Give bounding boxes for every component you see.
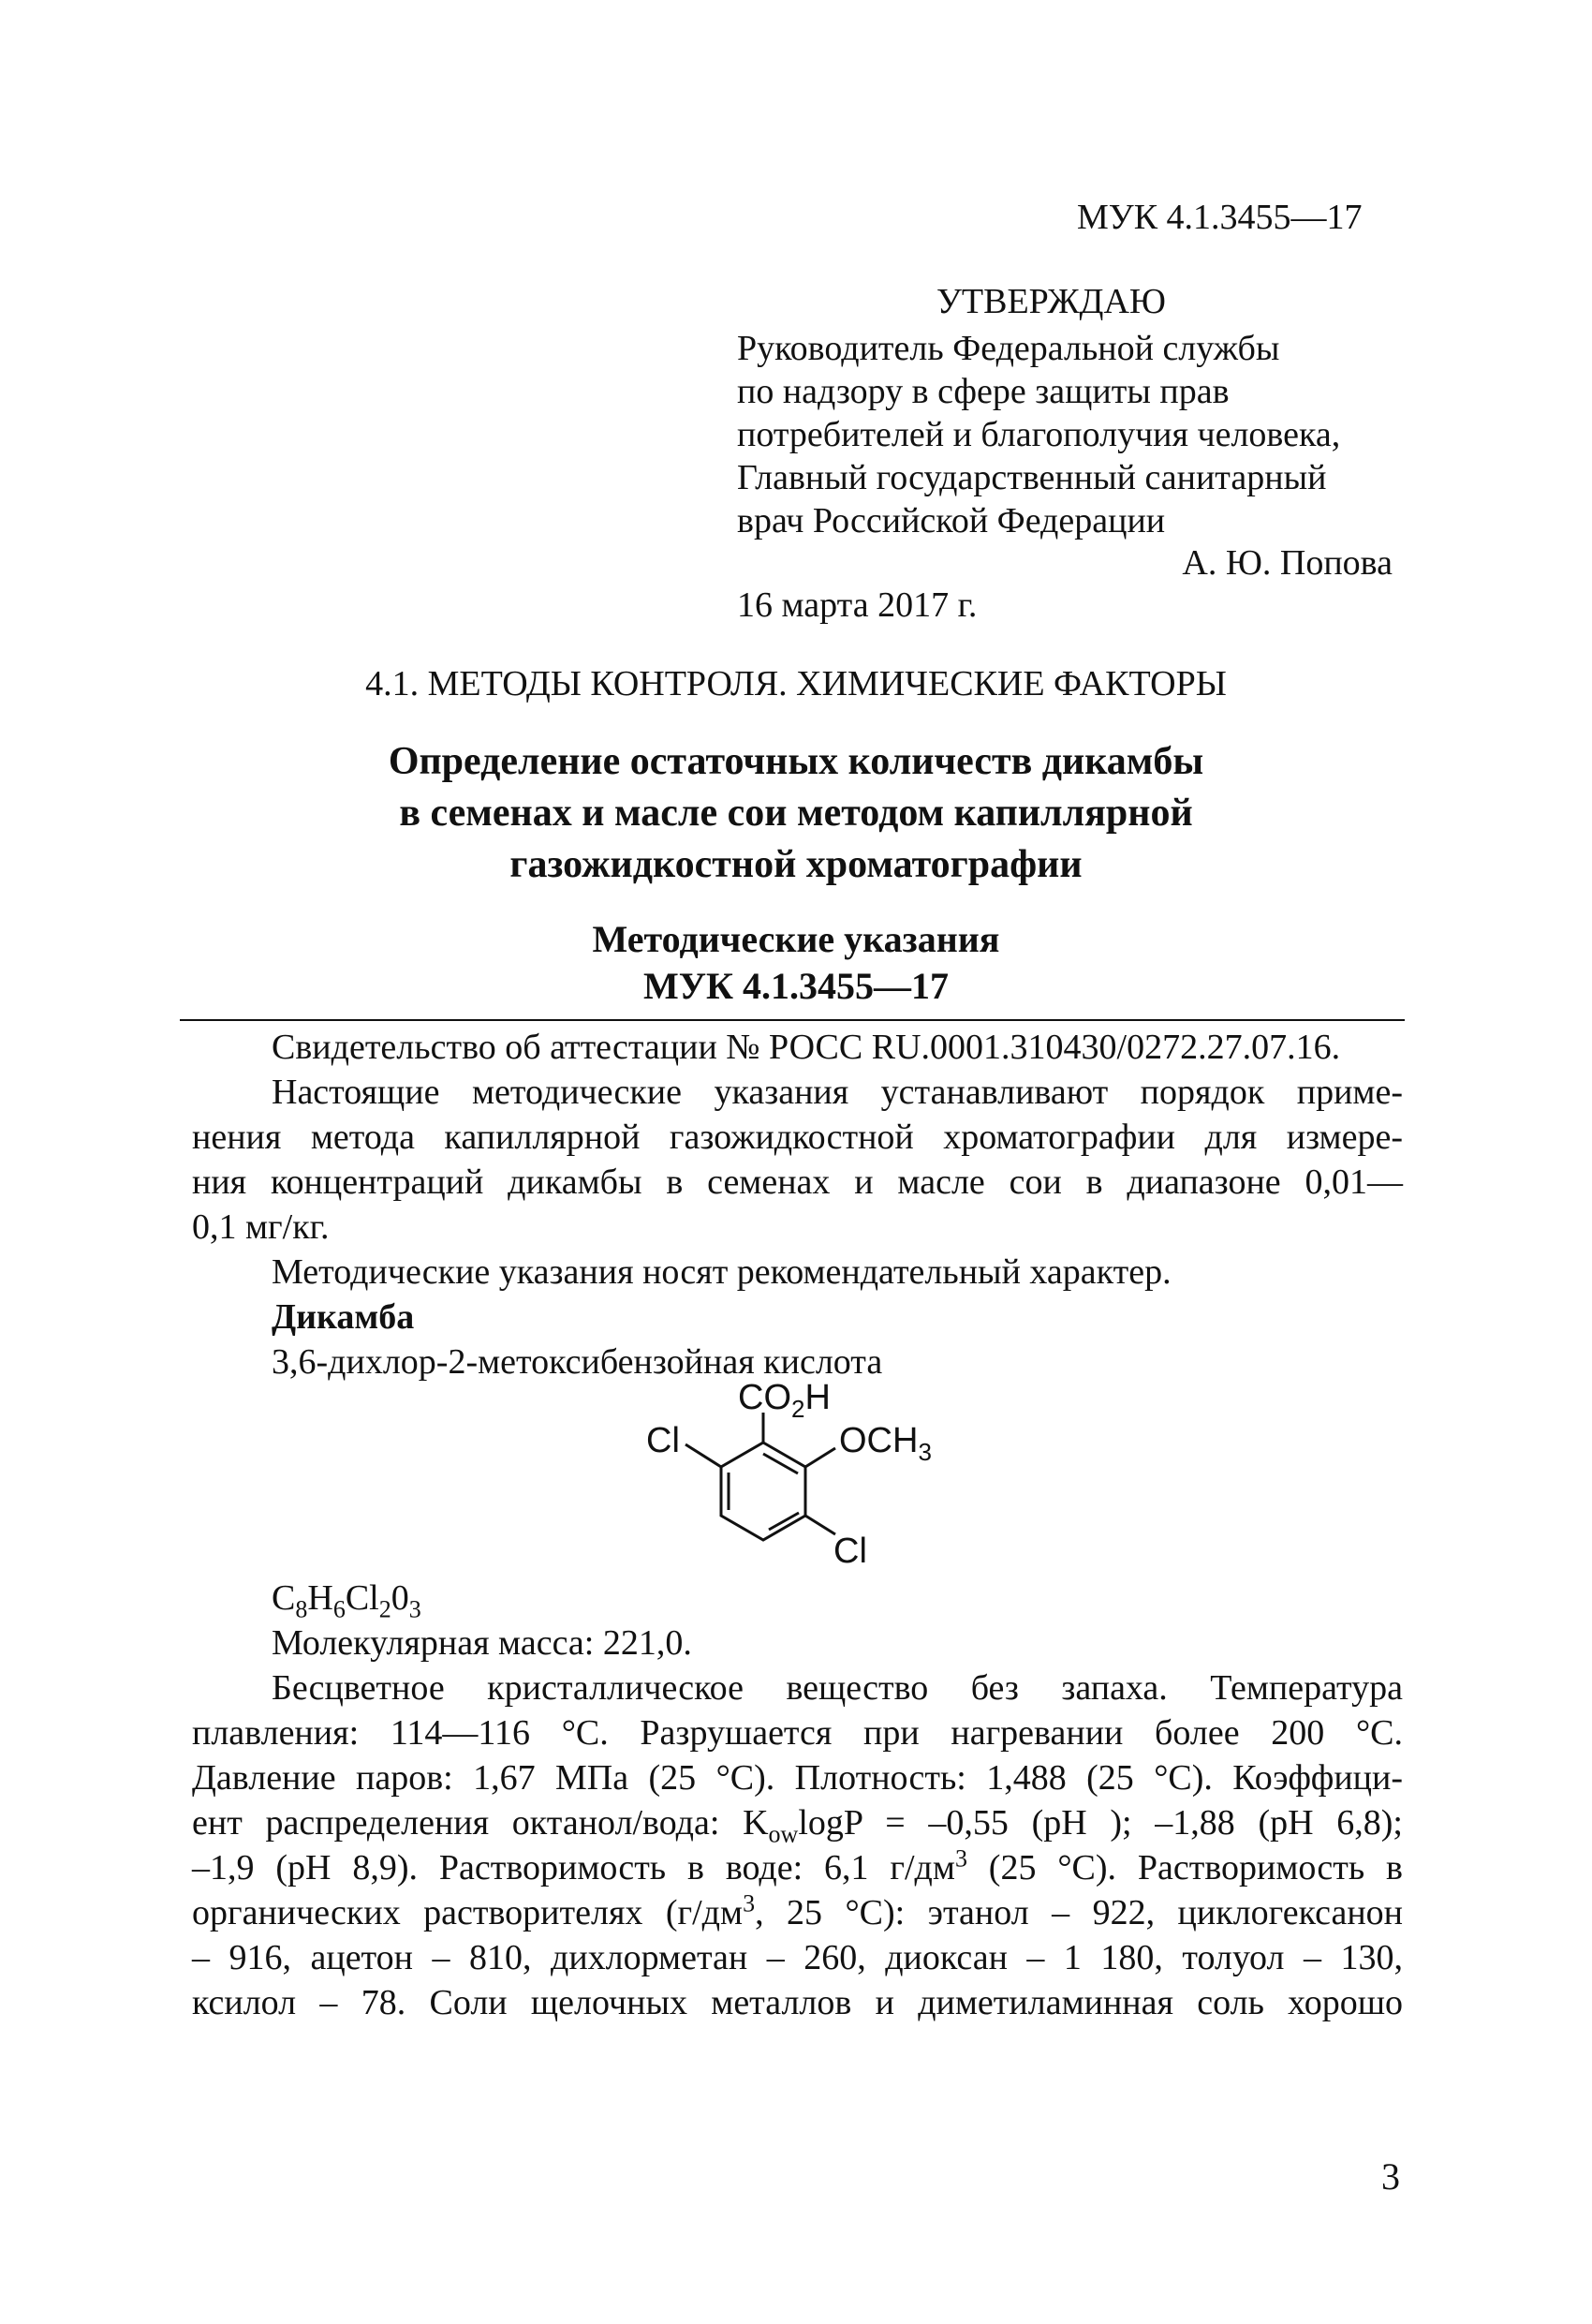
benzene-ring	[685, 1413, 835, 1540]
certificate-line: Свидетельство об аттестации № РОСС RU.0001.310430/0272.27.07.16.	[272, 1028, 1341, 1067]
property-line: органических растворителях ($г/дм^3$, 25 °С): этанол – 922, циклогексанон	[192, 1889, 1403, 1932]
signer-name: А. Ю. Попова	[1182, 543, 1393, 583]
approval-date: 16 марта 2017 г.	[737, 585, 978, 625]
property-line: Давление паров: 1,67 МПа (25 °С). Плотность: 1,488 (25 °С). Коэффици-	[192, 1758, 1403, 1798]
approver-line: врач Российской Федерации	[737, 501, 1166, 540]
document-title	[0, 736, 1592, 891]
intro-line: 0,1 мг/кг.	[192, 1207, 330, 1247]
recommendation-note: Методические указания носят рекомендательный характер.	[272, 1252, 1172, 1292]
intro-line: ния концентраций дикамбы в семенах и масле сои в диапазоне 0,01—	[192, 1162, 1403, 1202]
property-line: плавления: 114—116 °С. Разрушается при нагревании более 200 °С.	[192, 1713, 1403, 1753]
approver-line: Руководитель Федеральной службы	[737, 329, 1280, 368]
title-divider	[180, 1019, 1405, 1021]
iupac-name: 3,6-дихлор-2-метоксибензойная кислота	[272, 1342, 883, 1382]
approval-heading: УТВЕРЖДАЮ	[936, 282, 1166, 321]
approver-line: Главный государственный санитарный	[737, 458, 1327, 497]
title-line: Определение остаточных количеств дикамбы	[388, 740, 1204, 783]
intro-line: Настоящие методические указания устанавливают порядок приме-	[272, 1073, 1403, 1112]
title-line: газожидкостной хроматографии	[509, 843, 1083, 886]
chlorine-bond-left	[685, 1444, 721, 1467]
molecular-formula: $C_8H_6Cl_20_3$	[272, 1578, 421, 1623]
carboxyl-label: $CO_2H$	[738, 1378, 831, 1423]
property-line: ксилол – 78. Соли щелочных металлов и диметиламинная соль хорошо	[192, 1983, 1403, 2022]
chlorine-bond-right	[805, 1516, 835, 1534]
title-line: в семенах и масле сои методом капиллярной	[399, 792, 1193, 835]
chlorine-label-right: Cl	[833, 1532, 867, 1571]
subtitle-line: Методические указания	[592, 918, 1000, 960]
property-line: – 916, ацетон – 810, дихлорметан – 260, диоксан – 1 180, толуол – 130,	[192, 1938, 1403, 1977]
structural-formula	[562, 1377, 955, 1602]
substance-name: Дикамба	[272, 1297, 415, 1337]
methoxy-label: $OCH_3$	[839, 1421, 932, 1466]
property-line: Бесцветное кристаллическое вещество без запаха. Температура	[272, 1668, 1403, 1708]
approver-line: по надзору в сфере защиты прав	[737, 372, 1230, 411]
approver-line: потребителей и благополучия человека,	[737, 415, 1341, 454]
methoxy-bond	[805, 1448, 835, 1467]
intro-line: нения метода капиллярной газожидкостной хроматографии для измере-	[192, 1118, 1403, 1157]
document-subtitle	[0, 916, 1592, 1010]
chlorine-label-left: Cl	[646, 1421, 680, 1460]
section-title: 4.1. МЕТОДЫ КОНТРОЛЯ. ХИМИЧЕСКИЕ ФАКТОРЫ	[365, 664, 1227, 703]
molecular-mass: Молекулярная масса: 221,0.	[272, 1623, 692, 1663]
subtitle-line: МУК 4.1.3455—17	[642, 965, 950, 1007]
property-line: ент распределения октанол/вода: $K_{ow}\log P = -0,55$ (pH ); –1,88 (pH 6,8);	[192, 1803, 1403, 1848]
document-code: МУК 4.1.3455—17	[1077, 198, 1363, 237]
property-line: –1,9 (pH 8,9). Растворимость в воде: 6,1 $г/дм^3$ (25 °С). Растворимость в	[192, 1844, 1403, 1887]
page-number: 3	[1381, 2155, 1400, 2198]
